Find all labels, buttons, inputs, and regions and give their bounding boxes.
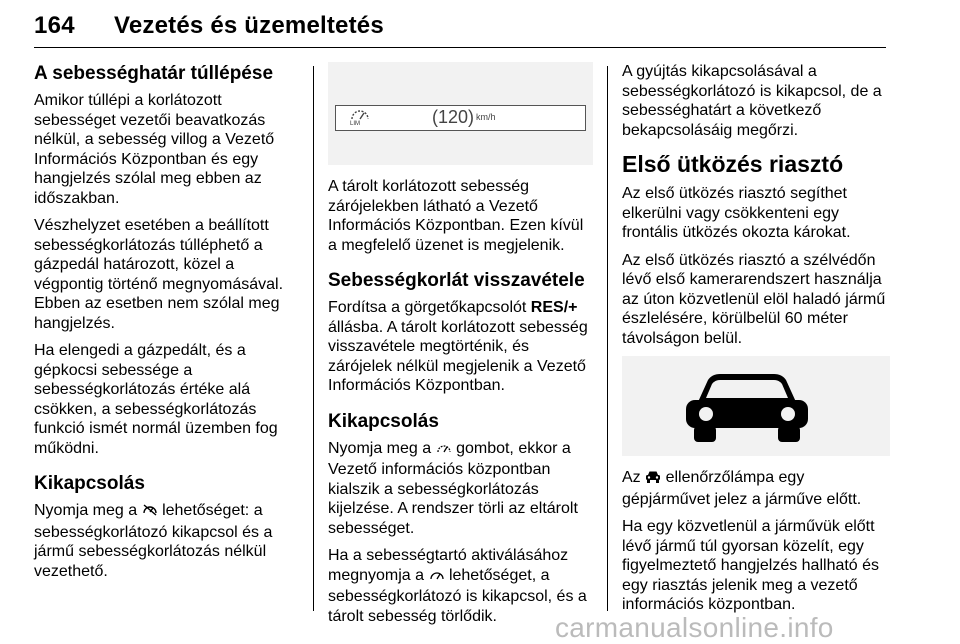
column-divider (607, 66, 608, 611)
heading-forward-collision-alert: Első ütközés riasztó (622, 151, 844, 177)
paragraph-fcw-warning: Ha egy közvetlenül a járművük előtt lévő jármű túl gyorsan közelít, egy figyelmeztető hangjelzés hallható és egy riasztás jelenik meg a vezető információs központban. (622, 518, 880, 613)
paragraph-control-lamp (622, 468, 890, 509)
cruise-control-icon (429, 568, 445, 588)
paragraph-deactivation (34, 501, 296, 581)
text-fragment: lehetőséget, a sebességkorlátozó is kikapcsol, és a tárolt sebesség törlődik. (328, 566, 587, 625)
paragraph-ignition-off: A gyújtás kikapcsolásával a sebességkorlátozó is kikapcsol, de a sebességhatárt a következő bekapcsolásáig megőrzi. (622, 63, 882, 139)
header-rule (34, 47, 886, 48)
page-header (34, 4, 886, 48)
column-2 (328, 62, 593, 634)
paragraph-cruise-activation (328, 546, 593, 626)
text-fragment: ellenőrzőlámpa egy gépjárművet jelez a járműve előtt. (622, 469, 862, 508)
speed-limiter-icon (436, 441, 452, 461)
heading-deactivation: Kikapcsolás (34, 473, 145, 494)
heading-resume: Sebességkorlát visszavétele (328, 270, 585, 291)
text-fragment: állásba. A tárolt korlátozott sebesség visszavétele megtörténik, és zárójelek nélkül megjelenik a Vezető Információs Központban. (328, 318, 588, 394)
cruise-cancel-icon (142, 503, 158, 523)
speed-limiter-display-figure (328, 62, 593, 165)
paragraph-overspeed-1: Amikor túllépi a korlátozott sebességet vezetői beavatkozás nélkül, a sebesség villog a Vezető Információs Központban és egy hangjelzés szólal meg ebben az időszakban. (34, 92, 275, 207)
paragraph-stored-speed: A tárolt korlátozott sebesség zárójelekben látható a Vezető Információs Központban. Ezen kívül a megfelelő üzenet is megjelenik. (328, 178, 584, 254)
page-number: 164 (34, 12, 75, 39)
text-fragment: Az (622, 469, 641, 486)
stored-speed-value: (120) (432, 107, 475, 127)
paragraph-fcw-1: Az első ütközés riasztó segíthet elkerülni vagy csökkenteni egy frontális ütközés okozta károkat. (622, 185, 851, 241)
text-fragment: Nyomja meg a (34, 502, 138, 519)
lim-label: LIM (350, 121, 361, 127)
watermark: carmanualsonline.info (555, 612, 834, 643)
chapter-title: Vezetés és üzemeltetés (114, 12, 384, 39)
text-fragment: Fordítsa a görgetőkapcsolót (328, 299, 527, 316)
column-1 (34, 62, 296, 589)
instrument-display (335, 105, 586, 131)
text-fragment: Ha a sebességtartó aktiválásához megnyomja a (328, 547, 569, 584)
vehicle-ahead-icon (645, 470, 661, 490)
text-fragment: gombot, ekkor a Vezető információs központban kialszik a sebességkorlátozás kijelzése. A rendszer törli az eltárolt sebességet. (328, 439, 578, 537)
text-fragment: Nyomja meg a (328, 439, 432, 457)
text-fragment: lehetőséget: a sebességkorlátozó kikapcsol és a jármű sebességkorlátozás nélkül vezethető. (34, 502, 273, 580)
res-plus-label: RES/+ (530, 299, 578, 316)
vehicle-ahead-icon (622, 356, 890, 456)
paragraph-fcw-2: Az első ütközés riasztó a szélvédőn lévő első kamerarendszert használja az úton közvetlenül elöl haladó jármű észlelésére, körülbelül 60 méter távolságon belül. (622, 251, 886, 347)
speed-unit: km/h (476, 112, 496, 122)
heading-overspeed: A sebességhatár túllépése (34, 63, 274, 84)
column-3 (622, 62, 890, 623)
heading-switch-off: Kikapcsolás (328, 410, 439, 432)
paragraph-overspeed-3: Ha elengedi a gázpedált, és a gépkocsi sebessége a sebességkorlátozás értéke alá csökken, a sebességkorlátozás funkció ismét normál üzemben fog működni. (34, 342, 278, 457)
paragraph-overspeed-2: Vészhelyzet esetében a beállított sebességkorlátozás túlléphető a gázpedál határozott, közel a végpontig történő megnyomásával. Ebben az esetben nem szólal meg hangjelzés. (34, 217, 284, 332)
paragraph-resume (328, 298, 593, 396)
vehicle-ahead-figure (622, 356, 890, 456)
paragraph-switch-off (328, 439, 593, 539)
column-divider (313, 66, 314, 611)
